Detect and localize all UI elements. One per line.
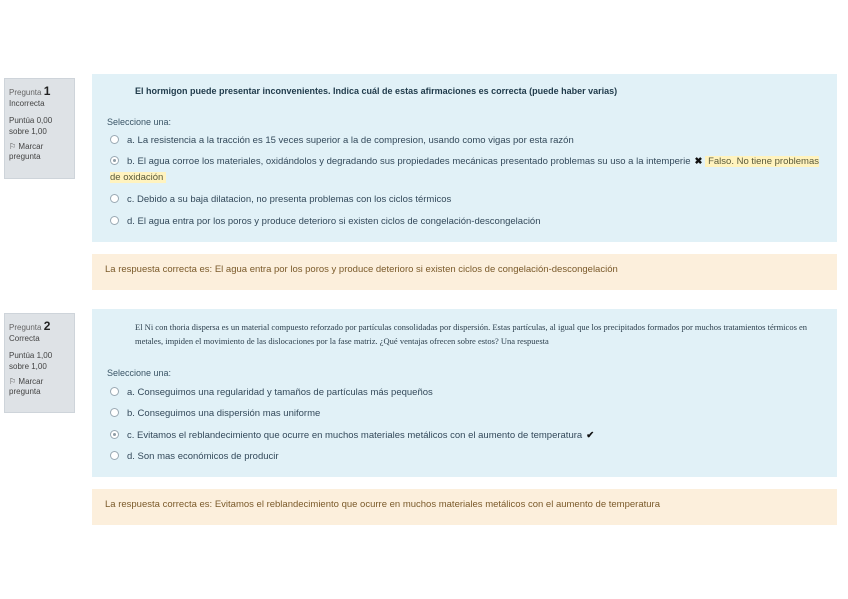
flag-question-button[interactable]: ⚐ Marcar pregunta: [9, 141, 44, 162]
flag-question-button[interactable]: ⚐ Marcar pregunta: [9, 376, 44, 397]
question-text: El Ni con thoria dispersa es un material compuesto reforzado por partículas consolidadas por dispersión. Estas partículas, al igual que los precipitados formados por muchos tratamientos térmicos en metales, impiden el movimiento de las dislocaciones por la fase matriz. ¿Qué ventajas ofrecen sobre estos? Una respuesta: [135, 322, 808, 346]
question-number: Pregunta 2: [9, 319, 51, 333]
option-b[interactable]: b. El agua corroe los materiales, oxidándolos y degradando sus propiedades mecánicas presentado problemas su uso a la intemperie ✖ Falso. No tiene problemas de oxidación: [110, 156, 819, 183]
question-grade: Puntúa 1,00 sobre 1,00: [9, 350, 53, 371]
right-answer-2: La respuesta correcta es: Evitamos el reblandecimiento que ocurre en muchos materiales metálicos con el aumento de temperatura: [92, 489, 837, 525]
option-c[interactable]: c. Debido a su baja dilatacion, no presenta problemas con los ciclos térmicos: [110, 192, 823, 208]
radio-button-checked[interactable]: [110, 156, 119, 165]
question-content-1: [92, 74, 837, 242]
radio-button-checked[interactable]: [110, 430, 119, 439]
answer-prompt: Seleccione una:: [107, 117, 172, 127]
option-d[interactable]: d. El agua entra por los poros y produce deterioro si existen ciclos de congelación-descongelación: [110, 214, 823, 230]
correct-icon: ✔: [586, 430, 595, 441]
radio-button[interactable]: [110, 451, 119, 460]
incorrect-icon: ✖: [694, 156, 703, 167]
option-a[interactable]: a. Conseguimos una regularidad y tamaños de partículas más pequeños: [110, 385, 823, 401]
flag-icon: ⚐: [9, 141, 17, 151]
radio-button[interactable]: [110, 194, 119, 203]
question-number: Pregunta 1: [9, 84, 51, 98]
radio-button[interactable]: [110, 216, 119, 225]
question-text: El hormigon puede presentar inconvenientes. Indica cuál de estas afirmaciones es correcta (puede haber varias): [135, 86, 618, 96]
question-content-2: [92, 309, 837, 477]
question-info-2: [4, 313, 75, 413]
option-c[interactable]: c. Evitamos el reblandecimiento que ocurre en muchos materiales metálicos con el aumento de temperatura ✔: [110, 428, 823, 444]
option-b[interactable]: b. Conseguimos una dispersión mas uniforme: [110, 406, 823, 422]
question-state: Correcta: [9, 334, 40, 344]
question-info-1: [4, 78, 75, 179]
question-grade: Puntúa 0,00 sobre 1,00: [9, 115, 53, 136]
question-state: Incorrecta: [9, 99, 45, 109]
radio-button[interactable]: [110, 135, 119, 144]
answer-prompt: Seleccione una:: [107, 368, 172, 378]
right-answer-1: La respuesta correcta es: El agua entra por los poros y produce deterioro si existen ciclos de congelación-descongelación: [92, 254, 837, 290]
option-feedback: Falso. No tiene problemas de oxidación: [110, 156, 819, 183]
radio-button[interactable]: [110, 408, 119, 417]
option-d[interactable]: d. Son mas económicos de producir: [110, 449, 823, 465]
flag-icon: ⚐: [9, 376, 17, 386]
option-a[interactable]: a. La resistencia a la tracción es 15 veces superior a la de compresion, usando como vigas por esta razón: [110, 133, 823, 149]
radio-button[interactable]: [110, 387, 119, 396]
